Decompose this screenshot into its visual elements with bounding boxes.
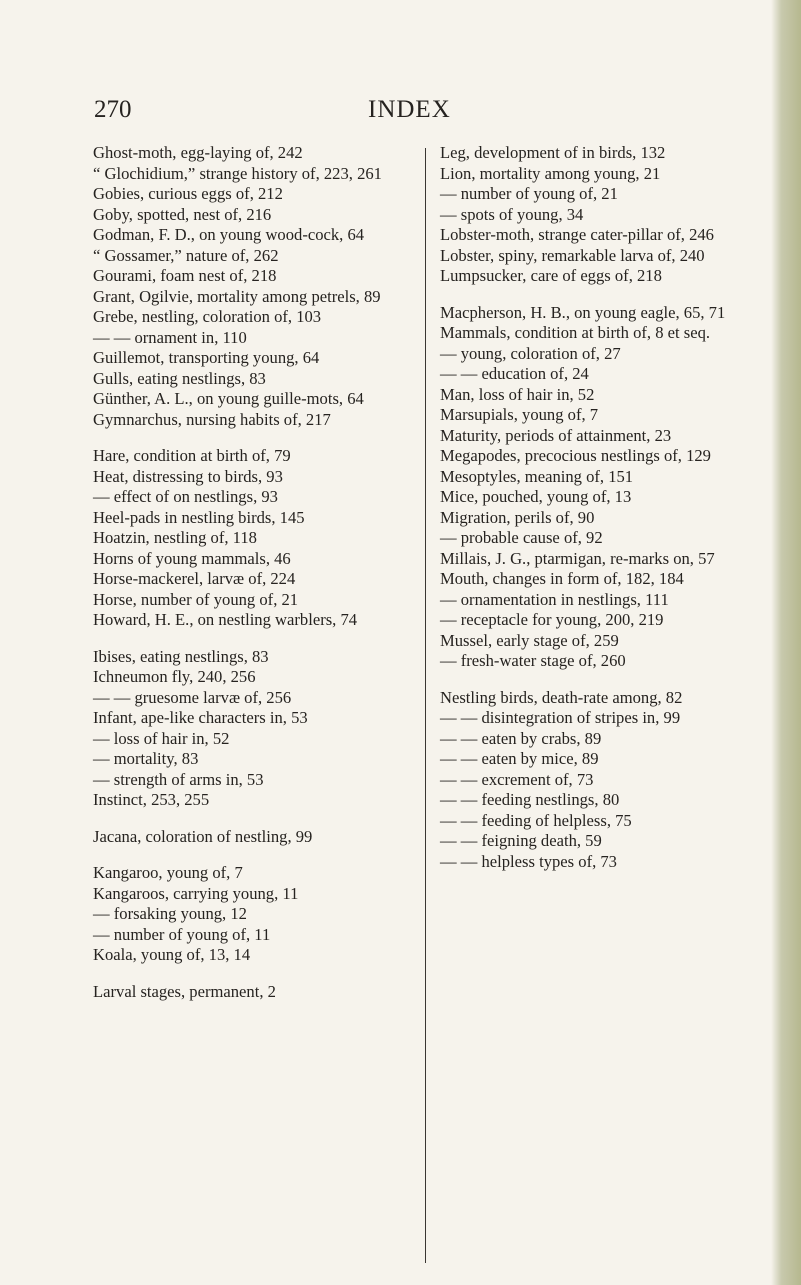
index-entry: Marsupials, young of, 7 bbox=[440, 405, 599, 424]
index-entry: — effect of on nestlings, 93 bbox=[93, 487, 278, 506]
index-entry: — — gruesome larvæ of, 256 bbox=[93, 687, 292, 707]
index-entry: Mammals, condition at birth of, 8 et seq. bbox=[440, 323, 711, 342]
index-entry: Hare, condition at birth of, 79 bbox=[93, 446, 291, 465]
index-entry: Jacana, coloration of nestling, 99 bbox=[93, 826, 313, 846]
index-entry: Ichneumon fly, 240, 256 bbox=[93, 667, 256, 686]
index-entry: Heat, distressing to birds, 93 bbox=[93, 466, 283, 486]
index-entry: “ Gossamer,” nature of, 262 bbox=[93, 245, 279, 265]
index-entry: Mussel, early stage of, 259 bbox=[440, 630, 619, 650]
index-entry: Lion, mortality among young, 21 bbox=[440, 163, 661, 183]
index-entry: — number of young of, 21 bbox=[440, 184, 618, 203]
index-entry: — — disintegration of stripes in, 99 bbox=[440, 708, 681, 727]
index-entry: — forsaking young, 12 bbox=[93, 904, 247, 923]
index-column-right bbox=[440, 143, 770, 872]
index-entry: — — ornament in, 110 bbox=[93, 327, 247, 347]
index-entry: — — eaten by crabs, 89 bbox=[440, 728, 602, 748]
index-entry: Günther, A. L., on young guille-mots, 64 bbox=[93, 389, 364, 408]
index-entry: Migration, perils of, 90 bbox=[440, 507, 595, 527]
index-entry: — young, coloration of, 27 bbox=[440, 343, 621, 363]
column-divider bbox=[425, 148, 426, 1263]
index-entry: Ghost-moth, egg-laying of, 242 bbox=[93, 143, 303, 162]
index-column-left bbox=[93, 143, 418, 1002]
index-entry: Macpherson, H. B., on young eagle, 65, 71 bbox=[440, 302, 726, 322]
index-entry: “ Glochidium,” strange history of, 223, 261 bbox=[93, 163, 382, 183]
index-entry: — — education of, 24 bbox=[440, 364, 589, 383]
index-entry: — fresh-water stage of, 260 bbox=[440, 651, 626, 670]
section-gap bbox=[440, 672, 770, 688]
index-entry: Grebe, nestling, coloration of, 103 bbox=[93, 307, 322, 326]
page-edge bbox=[771, 0, 801, 1285]
index-entry: — number of young of, 11 bbox=[93, 924, 271, 944]
index-entry: Grant, Ogilvie, mortality among petrels, 89 bbox=[93, 286, 381, 306]
index-entry: — — eaten by mice, 89 bbox=[440, 749, 599, 768]
index-entry: Larval stages, permanent, 2 bbox=[93, 981, 276, 1001]
index-entry: — — helpless types of, 73 bbox=[440, 851, 617, 871]
index-entry: — probable cause of, 92 bbox=[440, 528, 603, 547]
index-entry: Howard, H. E., on nestling warblers, 74 bbox=[93, 610, 358, 629]
index-entry: — — feeding of helpless, 75 bbox=[440, 810, 632, 830]
index-entry: Gourami, foam nest of, 218 bbox=[93, 266, 277, 285]
index-entry: Man, loss of hair in, 52 bbox=[440, 384, 595, 404]
index-entry: — — excrement of, 73 bbox=[440, 769, 594, 789]
index-entry: Koala, young of, 13, 14 bbox=[93, 945, 251, 964]
index-entry: Leg, development of in birds, 132 bbox=[440, 143, 666, 162]
index-entry: Mouth, changes in form of, 182, 184 bbox=[440, 569, 684, 588]
page-number: 270 bbox=[94, 96, 132, 123]
index-entry: Heel-pads in nestling birds, 145 bbox=[93, 507, 305, 527]
index-entry: — — feigning death, 59 bbox=[440, 831, 602, 850]
index-entry: Nestling birds, death-rate among, 82 bbox=[440, 687, 683, 707]
index-entry: Kangaroo, young of, 7 bbox=[93, 863, 243, 882]
index-entry: Lobster-moth, strange cater-pillar of, 246 bbox=[440, 225, 714, 244]
section-gap bbox=[93, 631, 418, 647]
index-entry: Mice, pouched, young of, 13 bbox=[440, 487, 632, 506]
index-entry: Horns of young mammals, 46 bbox=[93, 548, 291, 568]
index-entry: Mesoptyles, meaning of, 151 bbox=[440, 466, 634, 486]
index-entry: Millais, J. G., ptarmigan, re-marks on, 57 bbox=[440, 548, 715, 568]
section-gap bbox=[93, 430, 418, 446]
index-entry: Maturity, periods of attainment, 23 bbox=[440, 425, 672, 445]
section-gap bbox=[93, 811, 418, 827]
index-entry: Instinct, 253, 255 bbox=[93, 790, 210, 809]
index-entry: Lobster, spiny, remarkable larva of, 240 bbox=[440, 245, 705, 265]
index-entry: — ornamentation in nestlings, 111 bbox=[440, 589, 669, 609]
index-entry: Gymnarchus, nursing habits of, 217 bbox=[93, 409, 331, 429]
index-entry: — spots of young, 34 bbox=[440, 204, 584, 224]
index-entry: — receptacle for young, 200, 219 bbox=[440, 610, 664, 629]
index-entry: Lumpsucker, care of eggs of, 218 bbox=[440, 266, 662, 285]
index-entry: — — feeding nestlings, 80 bbox=[440, 790, 620, 809]
index-entry: — loss of hair in, 52 bbox=[93, 728, 230, 748]
index-entry: Goby, spotted, nest of, 216 bbox=[93, 204, 272, 224]
index-entry: Kangaroos, carrying young, 11 bbox=[93, 883, 299, 903]
index-entry: Guillemot, transporting young, 64 bbox=[93, 348, 320, 367]
index-entry: — strength of arms in, 53 bbox=[93, 769, 264, 789]
index-entry: Infant, ape-like characters in, 53 bbox=[93, 708, 308, 727]
section-gap bbox=[93, 966, 418, 982]
index-entry: Ibises, eating nestlings, 83 bbox=[93, 646, 269, 666]
section-gap bbox=[93, 847, 418, 863]
index-entry: Megapodes, precocious nestlings of, 129 bbox=[440, 446, 711, 465]
page-header bbox=[0, 96, 780, 136]
index-entry: Godman, F. D., on young wood-cock, 64 bbox=[93, 225, 365, 244]
index-entry: Gulls, eating nestlings, 83 bbox=[93, 368, 266, 388]
index-entry: Hoatzin, nestling of, 118 bbox=[93, 528, 257, 547]
index-entry: Gobies, curious eggs of, 212 bbox=[93, 184, 283, 203]
index-entry: Horse, number of young of, 21 bbox=[93, 589, 299, 609]
index-entry: — mortality, 83 bbox=[93, 749, 199, 768]
section-gap bbox=[440, 287, 770, 303]
running-title: INDEX bbox=[368, 96, 451, 123]
index-entry: Horse-mackerel, larvæ of, 224 bbox=[93, 569, 296, 588]
